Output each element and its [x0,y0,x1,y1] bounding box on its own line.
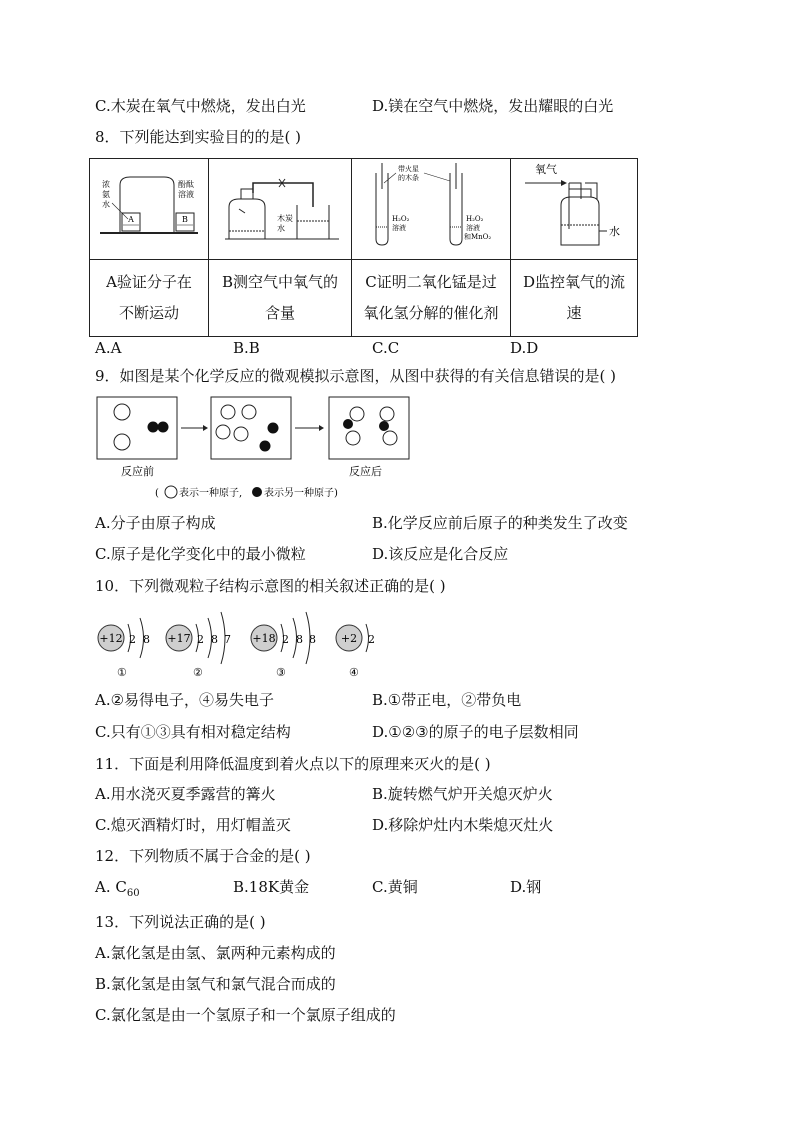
svg-text:①: ① [117,666,127,679]
q9-question: 9．如图是某个化学反应的微观模拟示意图，从图中获得的有关信息错误的是( ) [95,367,617,385]
q9-label-before: 反应前 [121,465,154,478]
q8a-label-right-2: 溶液 [178,190,194,199]
svg-text:2: 2 [197,633,204,646]
q10-particle-1 [98,618,150,679]
q10-option-d: D.①②③的原子的电子层数相同 [372,723,579,741]
svg-text:+12: +12 [99,632,123,645]
q10-particle-4 [336,624,375,679]
q13-option-a: A.氯化氢是由氢、氯两种元素构成的 [95,944,336,962]
q8-caption-d: D监控氧气的流 速 [511,260,638,337]
svg-text:8: 8 [211,633,218,646]
svg-text:④: ④ [349,666,359,679]
q7-option-d: D.镁在空气中燃烧，发出耀眼的白光 [372,97,614,115]
q8-experiment-table [89,158,638,337]
svg-text:8: 8 [309,633,316,646]
q8c-label-right-3: 和MnO₂ [464,233,492,241]
q10-option-c: C.只有①③具有相对稳定结构 [95,723,291,741]
q13-question: 13．下列说法正确的是( ) [95,913,266,931]
svg-text:2: 2 [129,633,136,646]
q9-option-c: C.原子是化学变化中的最小微粒 [95,545,306,563]
q8a-label-left-1: 浓 [102,180,110,189]
q12-option-c: C.黄铜 [372,878,418,896]
q8-option-b: B.B [233,339,260,357]
q11-option-a: A.用水浇灭夏季露营的篝火 [95,785,276,803]
q8a-label-right-1: 酚酞 [178,180,194,189]
svg-text:8: 8 [143,633,150,646]
q10-particle-2 [166,612,231,679]
q9-legend-black-atom [252,487,262,497]
q8-caption-c: C证明二氧化锰是过 氧化氢分解的催化剂 [352,260,511,337]
q11-option-c: C.熄灭酒精灯时，用灯帽盖灭 [95,816,291,834]
q9-legend-open: ( [155,488,159,499]
q8-diagram-a [90,159,209,260]
q8a-label-a: A [128,215,134,224]
q8-question: 8．下列能达到实验目的的是( ) [95,128,302,146]
q8-diagram-b [209,159,352,260]
q8c-label-right-1: H₂O₂ [466,215,484,223]
q8c-label-right-2: 溶液 [466,224,480,232]
q8-diagram-c [352,159,511,260]
q8-option-a: A.A [95,339,122,357]
q8b-label-water: 水 [277,224,285,233]
svg-text:2: 2 [282,633,289,646]
svg-text:+2: +2 [340,632,358,645]
q9-option-b: B.化学反应前后原子的种类发生了改变 [372,514,628,532]
q8d-label-water: 水 [609,225,620,238]
q9-option-d: D.该反应是化合反应 [372,545,509,563]
q10-option-b: B.①带正电，②带负电 [372,691,522,709]
q12-option-d: D.钢 [510,878,542,896]
q8-option-c: C.C [372,339,400,357]
q9-legend-white-atom [165,486,177,498]
q9-label-after: 反应后 [349,465,382,478]
q8c-label-left-2: 溶液 [392,224,406,232]
q8d-label-gas: 氧气 [535,163,557,176]
svg-text:8: 8 [296,633,303,646]
q9-legend-white: 表示一种原子, [179,488,243,499]
q9-legend-black: 表示另一种原子) [264,488,338,499]
q8a-label-left-3: 水 [102,200,110,209]
q10-particle-3 [251,612,316,679]
q10-question: 10．下列微观粒子结构示意图的相关叙述正确的是( ) [95,577,446,595]
q13-option-c: C.氯化氢是由一个氢原子和一个氯原子组成的 [95,1006,396,1024]
q8-caption-b: B测空气中氧气的 含量 [209,260,352,337]
q12-option-b: B.18K黄金 [233,878,310,896]
q8-diagram-d [511,159,638,260]
q12-option-a: A. $C_{60}$ [95,878,140,899]
q11-option-b: B.旋转燃气炉开关熄灭炉火 [372,785,553,803]
q10-particle-diagrams [95,604,395,682]
q9-reaction-diagram [95,394,415,504]
svg-text:7: 7 [224,633,231,646]
svg-text:③: ③ [276,666,286,679]
q8-caption-a: A验证分子在 不断运动 [90,260,209,337]
q8b-label-charcoal: 木炭 [277,214,293,223]
q8c-label-top-1: 带火星 [398,165,419,173]
q13-option-b: B.氯化氢是由氢气和氯气混合而成的 [95,975,336,993]
q7-option-c: C.木炭在氧气中燃烧，发出白光 [95,97,306,115]
q8a-label-left-2: 氨 [102,190,110,199]
q8-option-d: D.D [510,339,539,357]
q8a-label-b: B [182,215,188,224]
q8c-label-top-2: 的木条 [398,174,419,182]
q11-question: 11．下面是利用降低温度到着火点以下的原理来灭火的是( ) [95,755,491,773]
q11-option-d: D.移除炉灶内木柴熄灭灶火 [372,816,554,834]
svg-text:2: 2 [368,633,375,646]
q9-option-a: A.分子由原子构成 [95,514,216,532]
svg-text:+18: +18 [252,632,276,645]
q12-question: 12．下列物质不属于合金的是( ) [95,847,311,865]
q10-option-a: A.②易得电子，④易失电子 [95,691,275,709]
q8c-label-left-1: H₂O₂ [392,215,410,223]
svg-text:②: ② [193,666,203,679]
svg-text:+17: +17 [167,632,191,645]
